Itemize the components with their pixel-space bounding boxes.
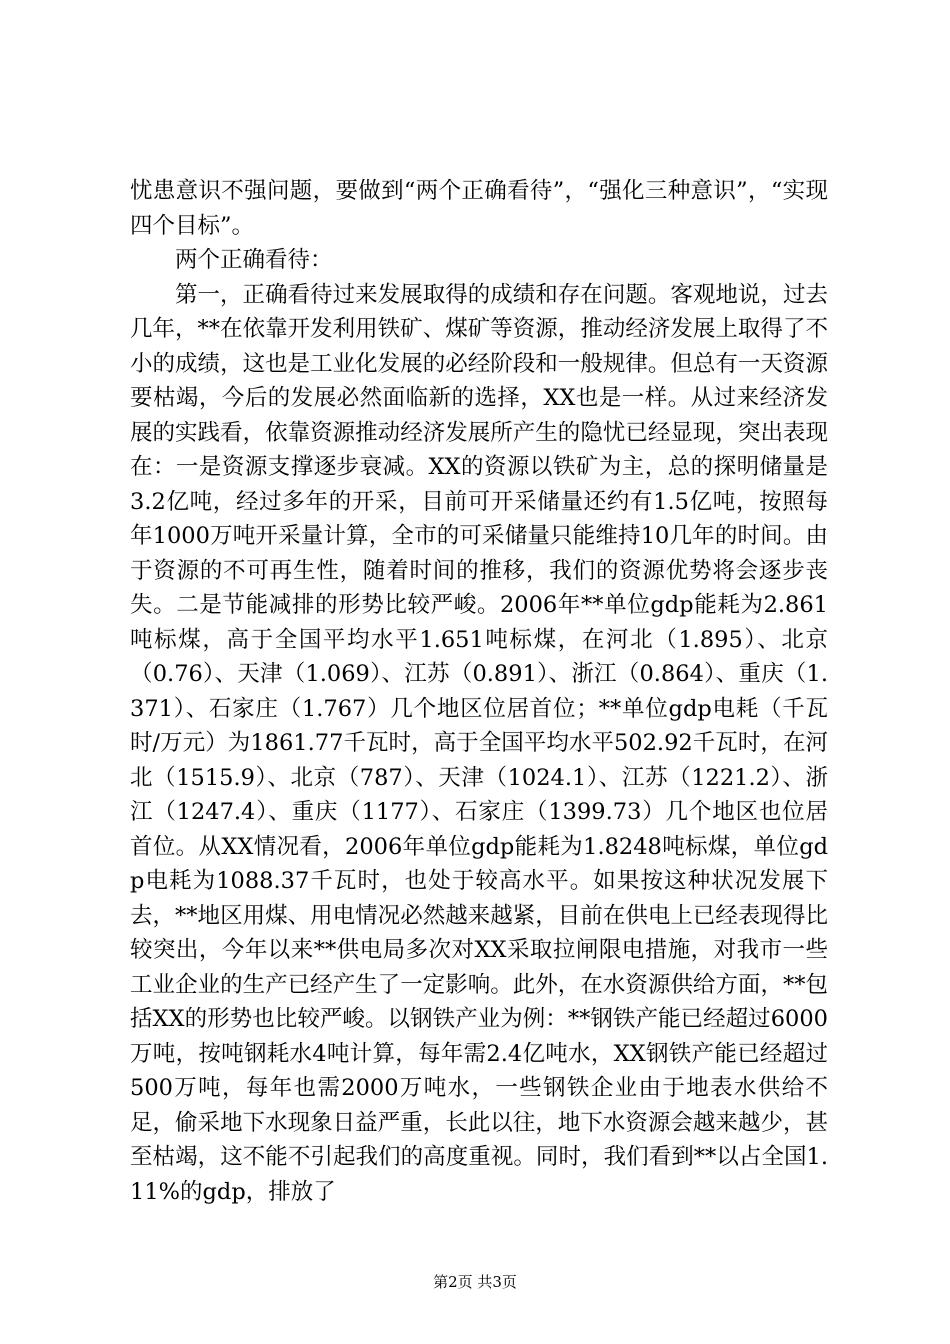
- paragraph-first-point: 第一，正确看待过来发展取得的成绩和存在问题。客观地说，过去几年，**在依靠开发利用铁矿、煤矿等资源，推动经济发展上取得了不小的成绩，这也是工业化发展的必经阶段和一般规律。但总有一天资源要枯竭，今后的发展必然面临新的选择，XX也是一样。从过来经济发展的实践看，依靠资源推动经济发展所产生的隐忧已经显现，突出表现在：一是资源支撑逐步衰减。XX的资源以铁矿为主，总的探明储量是3.2亿吨，经过多年的开采，目前可开采储量还约有1.5亿吨，按照每年1000万吨开采量计算，全市的可采储量只能维持10几年的时间。由于资源的不可再生性，随着时间的推移，我们的资源优势将会逐步丧失。二是节能减排的形势比较严峻。2006年**单位gdp能耗为2.861吨标煤，高于全国平均水平1.651吨标煤，在河北（1.895）、北京（0.76）、天津（1.069）、江苏（0.891）、浙江（0.864）、重庆（1.371）、石家庄（1.767）几个地区位居首位；**单位gdp电耗（千瓦时/万元）为1861.77千瓦时，高于全国平均水平502.92千瓦时，在河北（1515.9）、北京（787）、天津（1024.1）、江苏（1221.2）、浙江（1247.4）、重庆（1177）、石家庄（1399.73）几个地区也位居首位。从XX情况看，2006年单位gdp能耗为1.8248吨标煤，单位gdp电耗为1088.37千瓦时，也处于较高水平。如果按这种状况发展下去，**地区用煤、用电情况必然越来越紧，目前在供电上已经表现得比较突出，今年以来**供电局多次对XX采取拉闸限电措施，对我市一些工业企业的生产已经产生了一定影响。此外，在水资源供给方面，**包括XX的形势也比较严峻。以钢铁产业为例：**钢铁产能已经超过6000万吨，按吨钢耗水4吨计算，每年需2.4亿吨水，XX钢铁产能已经超过500万吨，每年也需2000万吨水，一些钢铁企业由于地表水供给不足，偷采地下水现象日益严重，长此以往，地下水资源会越来越少，甚至枯竭，这不能不引起我们的高度重视。同时，我们看到**以占全国1.11%的gdp，排放了: [130, 281, 828, 1205]
- paragraph-heading: 两个正确看待：: [175, 247, 333, 273]
- page-footer: 第2页 共3页: [433, 1273, 517, 1291]
- paragraph-continuation: 忧患意识不强问题，要做到“两个正确看待”，“强化三种意识”，“实现四个目标”。: [130, 178, 828, 239]
- document-body: [130, 174, 828, 1209]
